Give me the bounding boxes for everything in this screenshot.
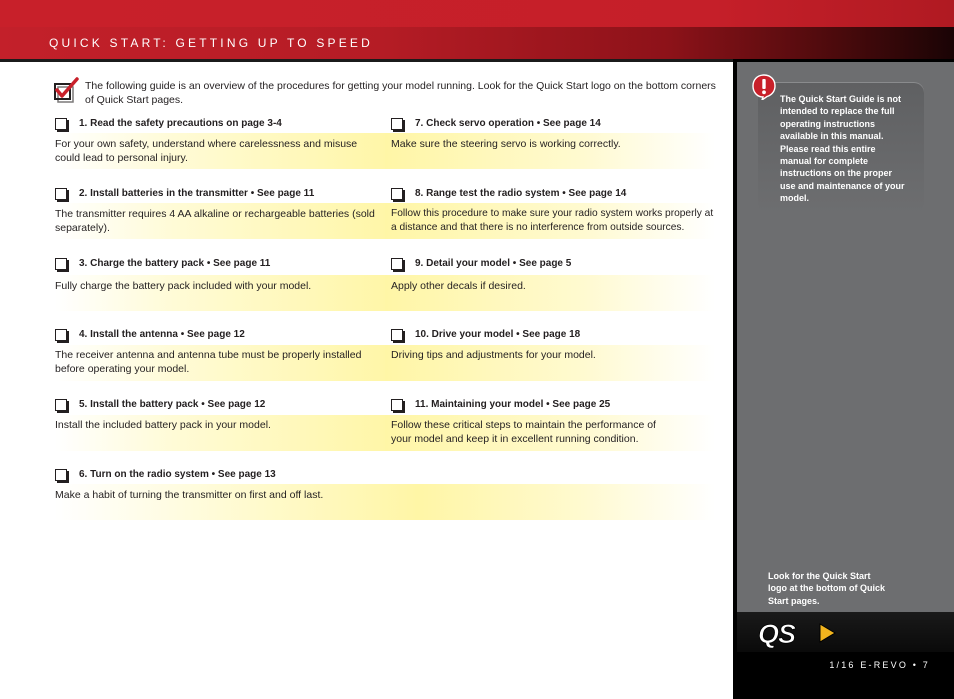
header-red-band [0, 0, 954, 27]
step-body: The transmitter requires 4 AA alkaline or rechargeable batteries (sold separately). [55, 208, 375, 234]
logo-text: QS [758, 619, 796, 648]
step-5 [55, 399, 385, 431]
header-rule [0, 59, 733, 62]
checkbox-icon[interactable] [391, 118, 403, 130]
quick-start-logo-icon [756, 618, 838, 648]
step-2 [55, 188, 385, 234]
step-9 [391, 258, 721, 292]
step-body: Make sure the steering servo is working correctly. [391, 138, 621, 150]
step-body: Apply other decals if desired. [391, 280, 526, 292]
intro-text: The following guide is an overview of the procedures for getting your model running. Look for the Quick Start logo on the bottom corners of Quick Start pages. [85, 80, 716, 106]
step-10 [391, 329, 721, 361]
step-title: 1. Read the safety precautions on page 3-4 [79, 118, 282, 129]
step-body: Fully charge the battery pack included with your model. [55, 280, 312, 292]
check-mark-icon [53, 77, 79, 103]
step-title: 4. Install the antenna • See page 12 [79, 329, 245, 340]
checkbox-icon[interactable] [55, 469, 67, 481]
step-title: 2. Install batteries in the transmitter • See page 11 [79, 188, 315, 199]
step-body: Driving tips and adjustments for your model. [391, 349, 596, 361]
step-body: Follow these critical steps to maintain the performance of your model and keep it in excellent running condition. [391, 419, 656, 445]
step-title: 9. Detail your model • See page 5 [415, 258, 572, 269]
step-11 [391, 399, 721, 445]
checkbox-icon[interactable] [391, 258, 403, 270]
sidebar-look-note: Look for the Quick Start logo at the bottom of Quick Start pages. [768, 571, 885, 606]
step-title: 10. Drive your model • See page 18 [415, 329, 581, 340]
checkbox-icon[interactable] [391, 188, 403, 200]
step-title: 7. Check servo operation • See page 14 [415, 118, 601, 129]
step-title: 6. Turn on the radio system • See page 13 [79, 469, 276, 480]
step-3 [55, 258, 385, 292]
step-8 [391, 188, 721, 233]
step-body: For your own safety, understand where carelessness and misuse could lead to personal injury. [55, 138, 358, 164]
step-1 [55, 118, 385, 164]
step-6 [55, 469, 385, 501]
checkbox-icon[interactable] [55, 329, 67, 341]
checkbox-icon[interactable] [391, 329, 403, 341]
step-body: Make a habit of turning the transmitter on first and off last. [55, 489, 324, 501]
checkbox-icon[interactable] [55, 118, 67, 130]
step-title: 5. Install the battery pack • See page 12 [79, 399, 266, 410]
step-body: The receiver antenna and antenna tube must be properly installed before operating your model. [55, 349, 362, 375]
step-body: Install the included battery pack in your model. [55, 419, 271, 431]
alert-icon [752, 74, 776, 100]
page-footer: 1/16 E-REVO • 7 [829, 660, 930, 670]
step-title: 8. Range test the radio system • See page 14 [415, 188, 627, 199]
checkbox-icon[interactable] [55, 399, 67, 411]
sidebar-note: The Quick Start Guide is not intended to replace the full operating instructions available in this manual. Please read this entire manual for complete instructions on the proper use and maintenance of your model. [780, 94, 905, 204]
checkbox-icon[interactable] [55, 188, 67, 200]
step-title: 11. Maintaining your model • See page 25 [415, 399, 611, 410]
step-4 [55, 329, 385, 375]
checkbox-icon[interactable] [391, 399, 403, 411]
checkbox-icon[interactable] [55, 258, 67, 270]
step-body: Follow this procedure to make sure your radio system works properly at a distance and that there is no interference from outside sources. [391, 208, 714, 233]
step-title: 3. Charge the battery pack • See page 11 [79, 258, 271, 269]
page-title: QUICK START: GETTING UP TO SPEED [49, 36, 374, 50]
step-7 [391, 118, 721, 150]
title-bar [0, 27, 954, 59]
